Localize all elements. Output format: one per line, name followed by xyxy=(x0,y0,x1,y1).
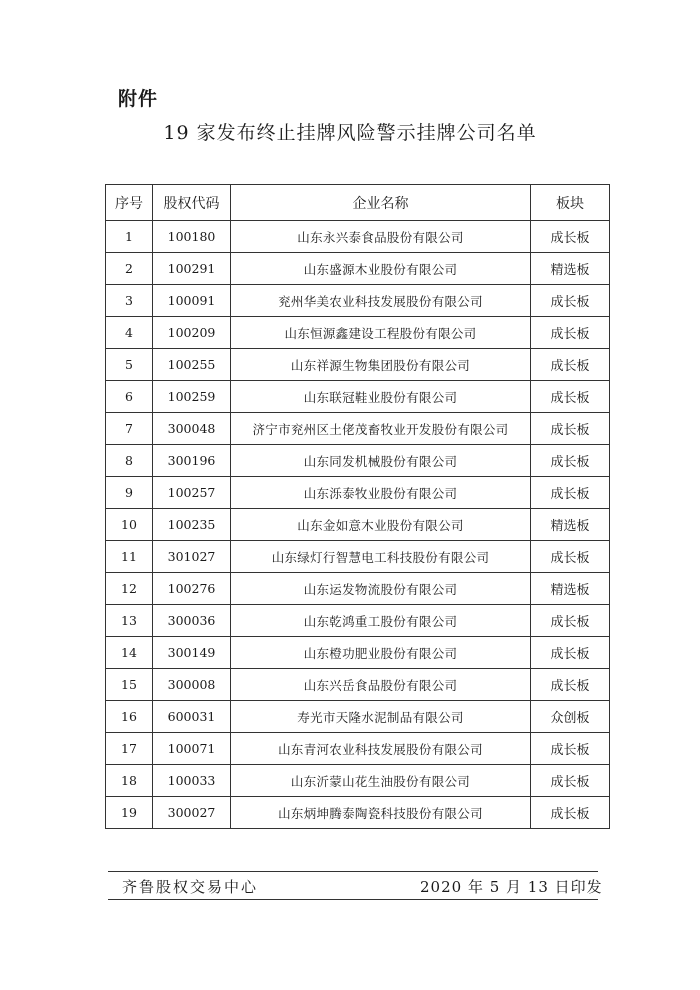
header-index: 序号 xyxy=(106,185,153,221)
board: 成长板 xyxy=(531,605,610,637)
row-index: 5 xyxy=(106,349,153,381)
equity-code: 300036 xyxy=(153,605,231,637)
company-name: 山东盛源木业股份有限公司 xyxy=(231,253,531,285)
table-row xyxy=(106,637,610,669)
company-name: 山东金如意木业股份有限公司 xyxy=(231,509,531,541)
table-row xyxy=(106,445,610,477)
table-row xyxy=(106,797,610,829)
row-index: 3 xyxy=(106,285,153,317)
header-company-name: 企业名称 xyxy=(231,185,531,221)
table-header-row xyxy=(106,185,610,221)
company-name: 山东恒源鑫建设工程股份有限公司 xyxy=(231,317,531,349)
footer-divider-top xyxy=(108,871,598,872)
equity-code: 100091 xyxy=(153,285,231,317)
table-row xyxy=(106,413,610,445)
board: 精选板 xyxy=(531,253,610,285)
equity-code: 301027 xyxy=(153,541,231,573)
board: 成长板 xyxy=(531,285,610,317)
equity-code: 100180 xyxy=(153,221,231,253)
row-index: 13 xyxy=(106,605,153,637)
table-row xyxy=(106,605,610,637)
board: 成长板 xyxy=(531,541,610,573)
table-row xyxy=(106,285,610,317)
row-index: 16 xyxy=(106,701,153,733)
equity-code: 100257 xyxy=(153,477,231,509)
company-name: 山东泺泰牧业股份有限公司 xyxy=(231,477,531,509)
publish-date: 2020 年 5 月 13 日印发 xyxy=(420,878,603,896)
board: 成长板 xyxy=(531,797,610,829)
company-name: 山东炳坤腾泰陶瓷科技股份有限公司 xyxy=(231,797,531,829)
table-row xyxy=(106,541,610,573)
equity-code: 300048 xyxy=(153,413,231,445)
equity-code: 100276 xyxy=(153,573,231,605)
company-table xyxy=(105,184,610,829)
company-name: 寿光市天隆水泥制品有限公司 xyxy=(231,701,531,733)
row-index: 10 xyxy=(106,509,153,541)
row-index: 1 xyxy=(106,221,153,253)
table-body xyxy=(106,221,610,829)
table-row xyxy=(106,573,610,605)
row-index: 9 xyxy=(106,477,153,509)
header-board: 板块 xyxy=(531,185,610,221)
row-index: 17 xyxy=(106,733,153,765)
equity-code: 300027 xyxy=(153,797,231,829)
page-title: 19 家发布终止挂牌风险警示挂牌公司名单 xyxy=(163,122,537,144)
board: 成长板 xyxy=(531,477,610,509)
company-name: 兖州华美农业科技发展股份有限公司 xyxy=(231,285,531,317)
board: 众创板 xyxy=(531,701,610,733)
row-index: 19 xyxy=(106,797,153,829)
board: 成长板 xyxy=(531,413,610,445)
table-row xyxy=(106,253,610,285)
table-row xyxy=(106,317,610,349)
board: 成长板 xyxy=(531,733,610,765)
company-name: 山东绿灯行智慧电工科技股份有限公司 xyxy=(231,541,531,573)
row-index: 7 xyxy=(106,413,153,445)
board: 成长板 xyxy=(531,381,610,413)
row-index: 11 xyxy=(106,541,153,573)
row-index: 8 xyxy=(106,445,153,477)
table-row xyxy=(106,477,610,509)
table-row xyxy=(106,381,610,413)
table-row xyxy=(106,669,610,701)
header-code: 股权代码 xyxy=(153,185,231,221)
company-name: 山东青河农业科技发展股份有限公司 xyxy=(231,733,531,765)
row-index: 15 xyxy=(106,669,153,701)
equity-code: 600031 xyxy=(153,701,231,733)
row-index: 6 xyxy=(106,381,153,413)
company-name: 山东橙功肥业股份有限公司 xyxy=(231,637,531,669)
company-name: 山东同发机械股份有限公司 xyxy=(231,445,531,477)
table-row xyxy=(106,349,610,381)
equity-code: 100209 xyxy=(153,317,231,349)
board: 成长板 xyxy=(531,669,610,701)
board: 成长板 xyxy=(531,445,610,477)
equity-code: 300149 xyxy=(153,637,231,669)
publisher: 齐鲁股权交易中心 xyxy=(122,878,259,896)
row-index: 12 xyxy=(106,573,153,605)
table-row xyxy=(106,733,610,765)
company-name: 山东运发物流股份有限公司 xyxy=(231,573,531,605)
table-row xyxy=(106,765,610,797)
equity-code: 100291 xyxy=(153,253,231,285)
company-name: 山东兴岳食品股份有限公司 xyxy=(231,669,531,701)
board: 成长板 xyxy=(531,317,610,349)
board: 成长板 xyxy=(531,765,610,797)
board: 成长板 xyxy=(531,637,610,669)
attachment-label: 附件 xyxy=(118,88,159,110)
equity-code: 100033 xyxy=(153,765,231,797)
row-index: 2 xyxy=(106,253,153,285)
company-name: 山东祥源生物集团股份有限公司 xyxy=(231,349,531,381)
equity-code: 100259 xyxy=(153,381,231,413)
company-name: 山东永兴泰食品股份有限公司 xyxy=(231,221,531,253)
company-name: 山东联冠鞋业股份有限公司 xyxy=(231,381,531,413)
company-name: 山东乾鸿重工股份有限公司 xyxy=(231,605,531,637)
equity-code: 100235 xyxy=(153,509,231,541)
table-row xyxy=(106,701,610,733)
footer-divider-bottom xyxy=(108,899,598,900)
company-name: 山东沂蒙山花生油股份有限公司 xyxy=(231,765,531,797)
board: 成长板 xyxy=(531,349,610,381)
table-row xyxy=(106,509,610,541)
table-row xyxy=(106,221,610,253)
row-index: 18 xyxy=(106,765,153,797)
company-name: 济宁市兖州区土佬茂畜牧业开发股份有限公司 xyxy=(231,413,531,445)
board: 精选板 xyxy=(531,573,610,605)
row-index: 4 xyxy=(106,317,153,349)
board: 成长板 xyxy=(531,221,610,253)
equity-code: 100255 xyxy=(153,349,231,381)
equity-code: 300008 xyxy=(153,669,231,701)
equity-code: 300196 xyxy=(153,445,231,477)
equity-code: 100071 xyxy=(153,733,231,765)
row-index: 14 xyxy=(106,637,153,669)
board: 精选板 xyxy=(531,509,610,541)
